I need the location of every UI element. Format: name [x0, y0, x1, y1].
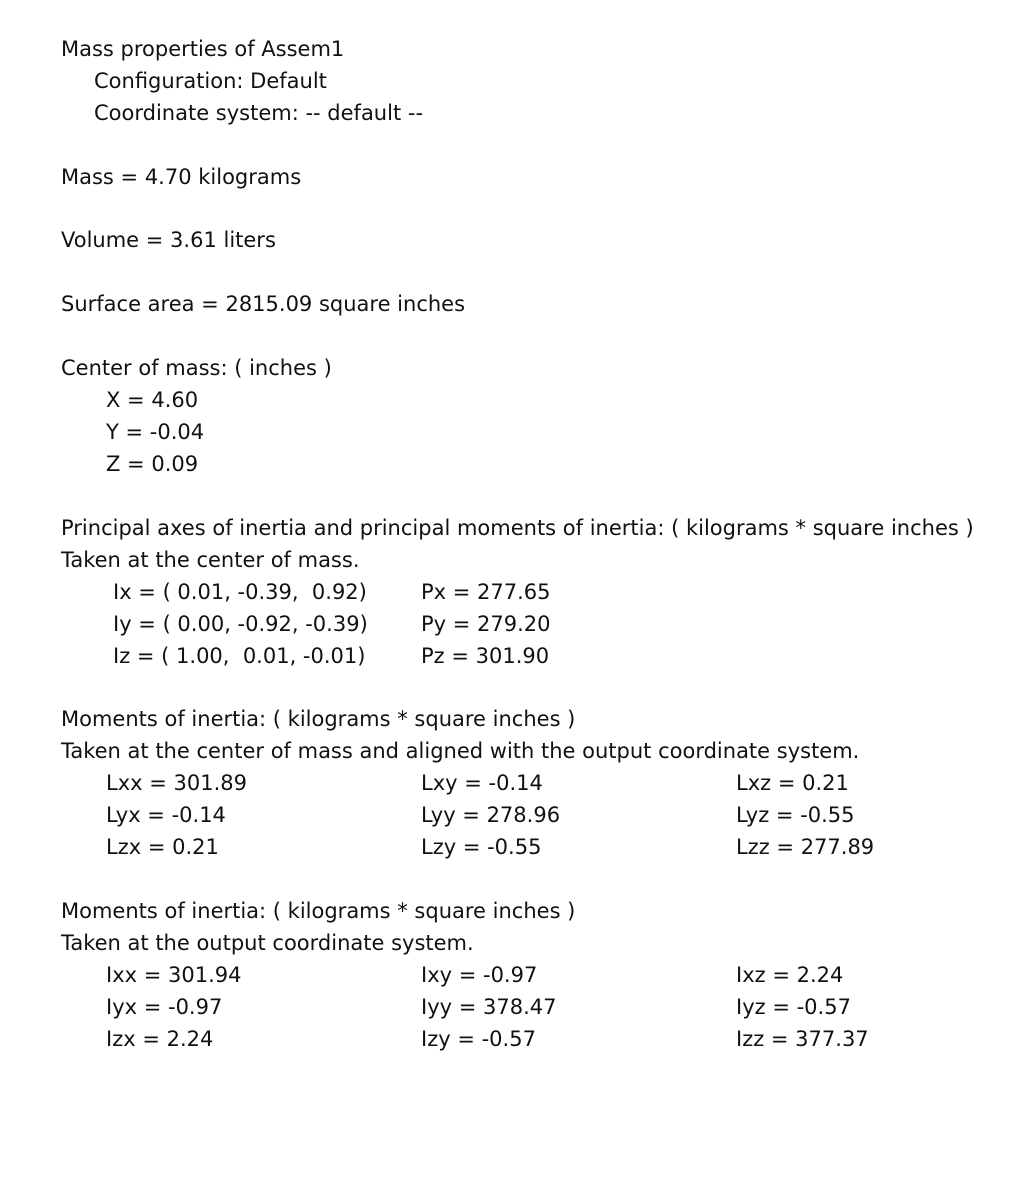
moments-output-note: Taken at the output coordinate system.	[61, 931, 474, 955]
principal-axis-iz: Iz = ( 1.00, 0.01, -0.01)	[113, 644, 366, 668]
moment-lzy: Lzy = -0.55	[421, 835, 542, 859]
center-of-mass-y: Y = -0.04	[106, 420, 205, 444]
configuration-line: Configuration: Default	[94, 69, 327, 93]
center-of-mass-x: X = 4.60	[106, 388, 199, 412]
volume-line: Volume = 3.61 liters	[61, 228, 276, 252]
moments-com-heading: Moments of inertia: ( kilograms * square inches )	[61, 707, 576, 731]
moment-lzx: Lzx = 0.21	[106, 835, 219, 859]
center-of-mass-heading: Center of mass: ( inches )	[61, 356, 332, 380]
coordinate-system-line: Coordinate system: -- default --	[94, 101, 424, 125]
moment-lyy: Lyy = 278.96	[421, 803, 561, 827]
moment-iyx: Iyx = -0.97	[106, 995, 223, 1019]
center-of-mass-z: Z = 0.09	[106, 452, 199, 476]
moment-lxx: Lxx = 301.89	[106, 771, 247, 795]
moment-ixy: Ixy = -0.97	[421, 963, 538, 987]
moment-iyy: Iyy = 378.47	[421, 995, 557, 1019]
principal-axes-heading: Principal axes of inertia and principal moments of inertia: ( kilograms * square inches )	[61, 516, 974, 540]
moments-output-heading: Moments of inertia: ( kilograms * square inches )	[61, 899, 576, 923]
moment-lxz: Lxz = 0.21	[736, 771, 849, 795]
moments-com-note: Taken at the center of mass and aligned with the output coordinate system.	[61, 739, 860, 763]
surface-area-line: Surface area = 2815.09 square inches	[61, 292, 466, 316]
principal-axes-note: Taken at the center of mass.	[61, 548, 360, 572]
moment-lxy: Lxy = -0.14	[421, 771, 543, 795]
principal-moment-py: Py = 279.20	[421, 612, 551, 636]
moment-iyz: Iyz = -0.57	[736, 995, 851, 1019]
moment-lyz: Lyz = -0.55	[736, 803, 855, 827]
report-title: Mass properties of Assem1	[61, 37, 345, 61]
principal-moment-px: Px = 277.65	[421, 580, 551, 604]
moment-lyx: Lyx = -0.14	[106, 803, 226, 827]
moment-lzz: Lzz = 277.89	[736, 835, 875, 859]
principal-axis-iy: Iy = ( 0.00, -0.92, -0.39)	[113, 612, 368, 636]
principal-moment-pz: Pz = 301.90	[421, 644, 550, 668]
moment-ixx: Ixx = 301.94	[106, 963, 242, 987]
moment-izy: Izy = -0.57	[421, 1027, 536, 1051]
moment-izx: Izx = 2.24	[106, 1027, 214, 1051]
moment-izz: Izz = 377.37	[736, 1027, 869, 1051]
moment-ixz: Ixz = 2.24	[736, 963, 844, 987]
principal-axis-ix: Ix = ( 0.01, -0.39, 0.92)	[113, 580, 367, 604]
mass-line: Mass = 4.70 kilograms	[61, 165, 302, 189]
